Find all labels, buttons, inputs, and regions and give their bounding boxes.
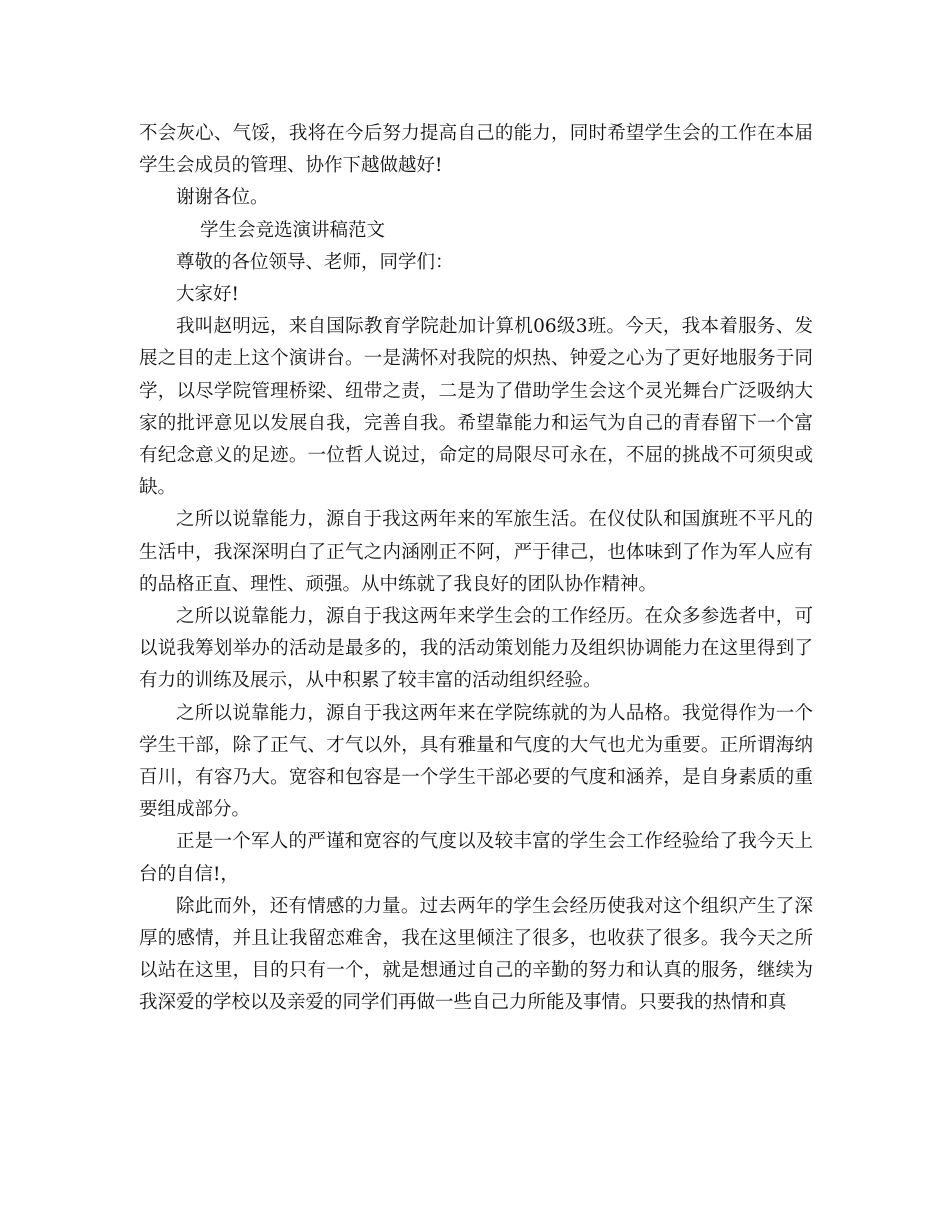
paragraph-introduction: 我叫赵明远，来自国际教育学院赴加计算机06级3班。今天，我本着服务、发展之目的走上这个演讲台。一是满怀对我院的炽热、钟爱之心为了更好地服务于同学，以尽学院管理桥梁、纽带之责，二是为了借助学生会这个灵光舞台广泛吸纳大家的批评意见以发展自我，完善自我。希望靠能力和运气为自己的青春留下一个富有纪念意义的足迹。一位哲人说过，命定的局限尽可永在，不屈的挑战不可须臾或缺。 bbox=[139, 316, 813, 499]
document-page bbox=[139, 118, 813, 1020]
paragraph-thanks: 谢谢各位。 bbox=[176, 187, 269, 209]
paragraph-greeting: 大家好! bbox=[176, 284, 239, 306]
paragraph-salutation: 尊敬的各位领导、老师，同学们： bbox=[176, 251, 454, 273]
paragraph-closing-continuation: 不会灰心、气馁，我将在今后努力提高自己的能力，同时希望学生会的工作在本届学生会成员的管理、协作下越做越好! bbox=[139, 123, 813, 177]
paragraph-emotion: 除此而外，还有情感的力量。过去两年的学生会经历使我对这个组织产生了深厚的感情，并且让我留恋难舍，我在这里倾注了很多，也收获了很多。我今天之所以站在这里，目的只有一个，就是想通过自己的辛勤的努力和认真的服务，继续为我深爱的学校以及亲爱的同学们再做一些自己力所能及事情。只要我的热情和真 bbox=[139, 895, 813, 1014]
paragraph-work-experience: 之所以说靠能力，源自于我这两年来学生会的工作经历。在众多参选者中，可以说我筹划举办的活动是最多的，我的活动策划能力及组织协调能力在这里得到了有力的训练及展示，从中积累了较丰富的活动组织经验。 bbox=[139, 606, 813, 692]
paragraph-character: 之所以说靠能力，源自于我这两年来在学院练就的为人品格。我觉得作为一个学生干部，除了正气、才气以外，具有雅量和气度的大气也尤为重要。正所谓海纳百川，有容乃大。宽容和包容是一个学生干部必要的气度和涵养，是自身素质的重要组成部分。 bbox=[139, 702, 813, 821]
document-title: 学生会竞选演讲稿范文 bbox=[200, 219, 386, 241]
paragraph-military-life: 之所以说靠能力，源自于我这两年来的军旅生活。在仪仗队和国旗班不平凡的生活中，我深深明白了正气之内涵刚正不阿，严于律己，也体味到了作为军人应有的品格正直、理性、顽强。从中练就了我良好的团队协作精神。 bbox=[139, 509, 813, 595]
paragraph-confidence: 正是一个军人的严谨和宽容的气度以及较丰富的学生会工作经验给了我今天上台的自信!， bbox=[139, 831, 813, 885]
